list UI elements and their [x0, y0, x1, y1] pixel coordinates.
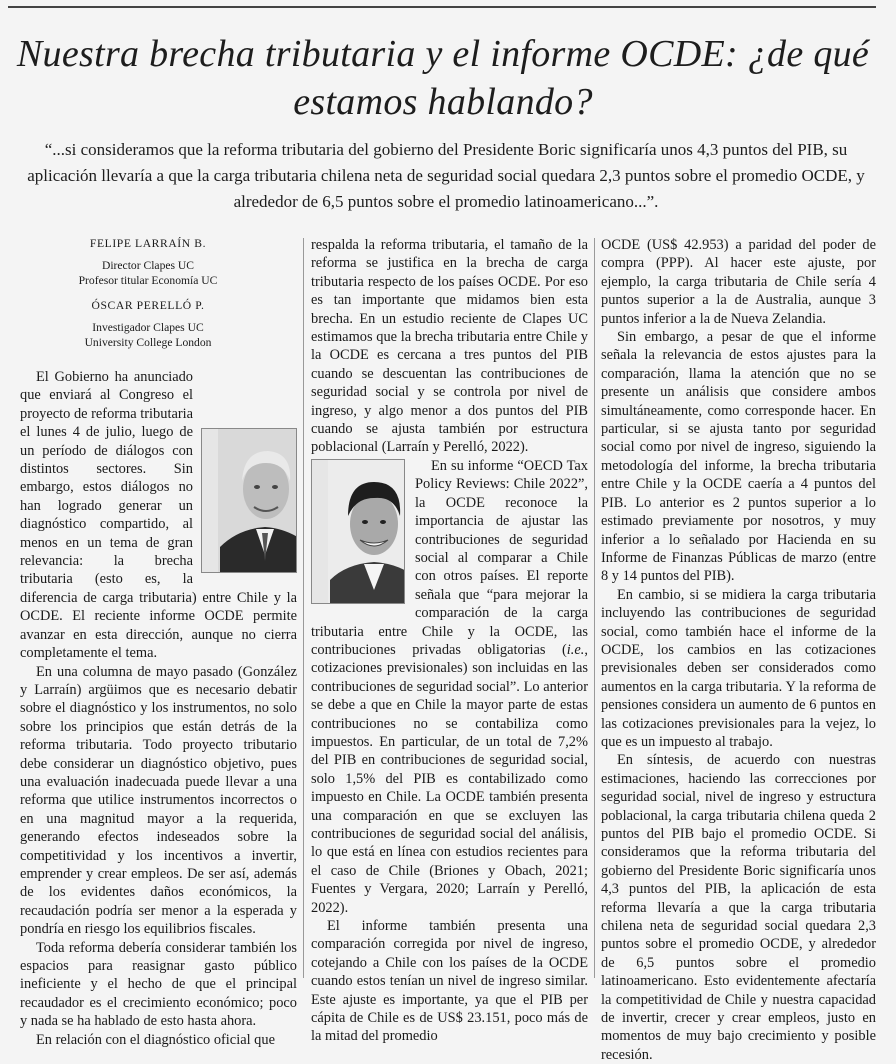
paragraph: El informe también presenta una comparación corregida por nivel de ingreso, cotejando a Chile con los países de la OCDE cuando estos tenían un nivel de ingreso similar. Este ajuste es importante, ya que el PIB per cápita de Chile es de US$ 23.151, poco más de la mitad del promedio [311, 918, 588, 1045]
paragraph: En relación con el diagnóstico oficial que [36, 1031, 275, 1048]
article-column-3 [601, 236, 876, 1064]
author-role: Profesor titular Economía UC [78, 274, 218, 288]
column-divider [303, 238, 304, 978]
author-byline [20, 236, 276, 289]
portrait-icon [328, 460, 405, 603]
author-name: FELIPE LARRAÍN B. [89, 237, 207, 250]
pull-quote: “...si consideramos que la reforma tributaria del gobierno del Presidente Boric significaría unos 4,3 puntos del PIB, su aplicación llevaría a que la carga tributaria chilena neta de seguridad social quedara 2,3 puntos sobre el promedio OCDE, y alrededor de 6,5 puntos sobre el promedio latinoamericano...”. [27, 140, 865, 211]
paragraph: En cambio, si se midiera la carga tributaria incluyendo las contribuciones de seguridad social, como también hace el informe de la OCDE, los cambios en las cotizaciones previsionales deben ser considerados como aumentos en la carga tributaria. Y la reforma de pensiones considera un aumento de 6 puntos en las cotizaciones previsionales para la vejez, lo que es un impuesto al trabajo. [601, 586, 876, 750]
author-name: ÓSCAR PERELLÓ P. [91, 299, 205, 312]
portrait-icon [218, 429, 297, 572]
column-divider [594, 238, 595, 978]
top-rule [8, 6, 876, 8]
author-role: University College London [84, 336, 212, 350]
paragraph: En una columna de mayo pasado (González y Larraín) argüimos que es necesario debatir sobre el diagnóstico y los instrumentos, no solo sobre los principios que están detrás de la reforma tributaria. Todo proyecto tributario debe considerar un diagnóstico objetivo, pues una evaluación inadecuada puede llevar a una reforma que utilice instrumentos incorrectos o en una magnitud mayor a la requerida, generando efectos indeseados sobre la competitividad y los incentivos a invertir, emprender y crear empleos. De ser así, además de los evidentes daños económicos, la recaudación podría ser menor a la esperada y pondría en riesgo los equilibrios fiscales. [20, 663, 297, 938]
paragraph: Sin embargo, a pesar de que el informe señala la relevancia de estos ajustes para la comparación, llama la atención que no se presente un análisis que considere ambos simultáneamente, como corresponde hacer. En particular, si se ajusta tanto por seguridad social como por nivel de ingreso, siguiendo la metodología del informe, la brecha tributaria entre Chile y la OCDE caería a 4 puntos del PIB. Lo anterior es 2 puntos superior a lo estimado previamente por nosotros, y muy inferior a lo señalado por Hacienda en su Informe de Finanzas Públicas de marzo (entre 8 y 14 puntos del PIB). [601, 329, 876, 585]
paragraph: respalda la reforma tributaria, el tamaño de la reforma se justifica en la brecha de carga tributaria respecto de los países OCDE. Por eso es tan importante que midamos bien esta brecha. En un estudio reciente de Clapes UC estimamos que la brecha tributaria entre Chile y la OCDE es cercana a tres puntos del PIB cuando se descuentan las contribuciones de seguridad social y se controla por nivel de ingreso, y algo menor a dos puntos del PIB cuando se ajusta también por estructura poblacional (Larraín y Perelló, 2022). [311, 237, 588, 456]
paragraph: OCDE (US$ 42.953) a paridad del poder de compra (PPP). Al hacer este ajuste, por ejemplo, la carga tributaria de Chile sería 4 puntos superior a la de Australia, aunque 3 puntos inferior a la de Nueva Zelandia. [601, 237, 876, 327]
paragraph: Toda reforma debería considerar también los espacios para reasignar gasto público ineficiente y el hecho de que el principal recaudador es el crecimiento económico; poco y nada se ha hablado de esto hasta ahora. [20, 939, 297, 1030]
author-byline [20, 298, 276, 351]
paragraph: El Gobierno ha anunciado que enviará al Congreso el proyecto de reforma tributaria el lunes 4 de julio, luego de un período de diálogos con distintos sectores. Sin embargo, estos diálogos no han logrado generar un diagnóstico compartido, al menos en un tema de gran relevancia: la brecha tributaria (esto es, la diferencia de carga tributaria) entre Chile y la OCDE. El reciente informe OCDE permite avanzar en esta dirección, aunque no cierra completamente el tema. [20, 368, 297, 663]
headline: Nuestra brecha tributaria y el informe OCDE: ¿de qué estamos hablando? [16, 33, 870, 123]
paragraph: En síntesis, de acuerdo con nuestras estimaciones, haciendo las correcciones por seguridad social, nivel de ingreso y estructura poblacional, la carga tributaria chilena queda 2 puntos del PIB bajo el promedio OCDE. Si consideramos que la reforma tributaria del gobierno del Presidente Boric significaría unos 4,3 puntos del PIB, la aplicación de esta reforma llevaría a que la carga tributaria chilena neta de seguridad social quedara 2,3 puntos sobre el promedio OCDE, y alrededor de 6,5 puntos sobre el promedio latinoamericano. Esto evidentemente afectaría la competitividad de Chile y nuestra capacidad de invertir, crecer y crear empleos, justo en momentos de muy bajo crecimiento y posible recesión. [601, 752, 876, 1063]
author-photo-oscar-perello [311, 459, 405, 604]
author-photo-felipe-larrain [201, 428, 297, 573]
author-role: Director Clapes UC [101, 258, 195, 272]
paragraph: En su informe “OECD Tax Policy Reviews: Chile 2022”, la OCDE reconoce la importancia de ajustar las contribuciones de seguridad social al comparar a Chile con otros países. El reporte señala que “para mejorar la comparación de la carga tributaria entre Chile y la OCDE, las contribuciones privadas obligatorias (i.e., cotizaciones previsionales) son incluidas en las contribuciones de seguridad social”. Lo anterior se debe a que en Chile la mayor parte de estas contribuciones no se contabiliza como impuestos. En particular, de un total de 7,2% del PIB en contribuciones de seguridad social, solo 1,5% del PIB es contabilizado como impuesto en Chile. La OCDE también presenta una comparación en que se excluyen las contribuciones de seguridad social del análisis, lo que está en línea con estudios recientes para el caso de Chile (Briones y Obach, 2021; Fuentes y Vergara, 2020; Larraín y Perelló, 2022). [311, 457, 588, 916]
author-role: Investigador Clapes UC [92, 320, 204, 334]
article-column-1 [20, 368, 297, 1049]
article-column-2 [311, 236, 588, 1046]
